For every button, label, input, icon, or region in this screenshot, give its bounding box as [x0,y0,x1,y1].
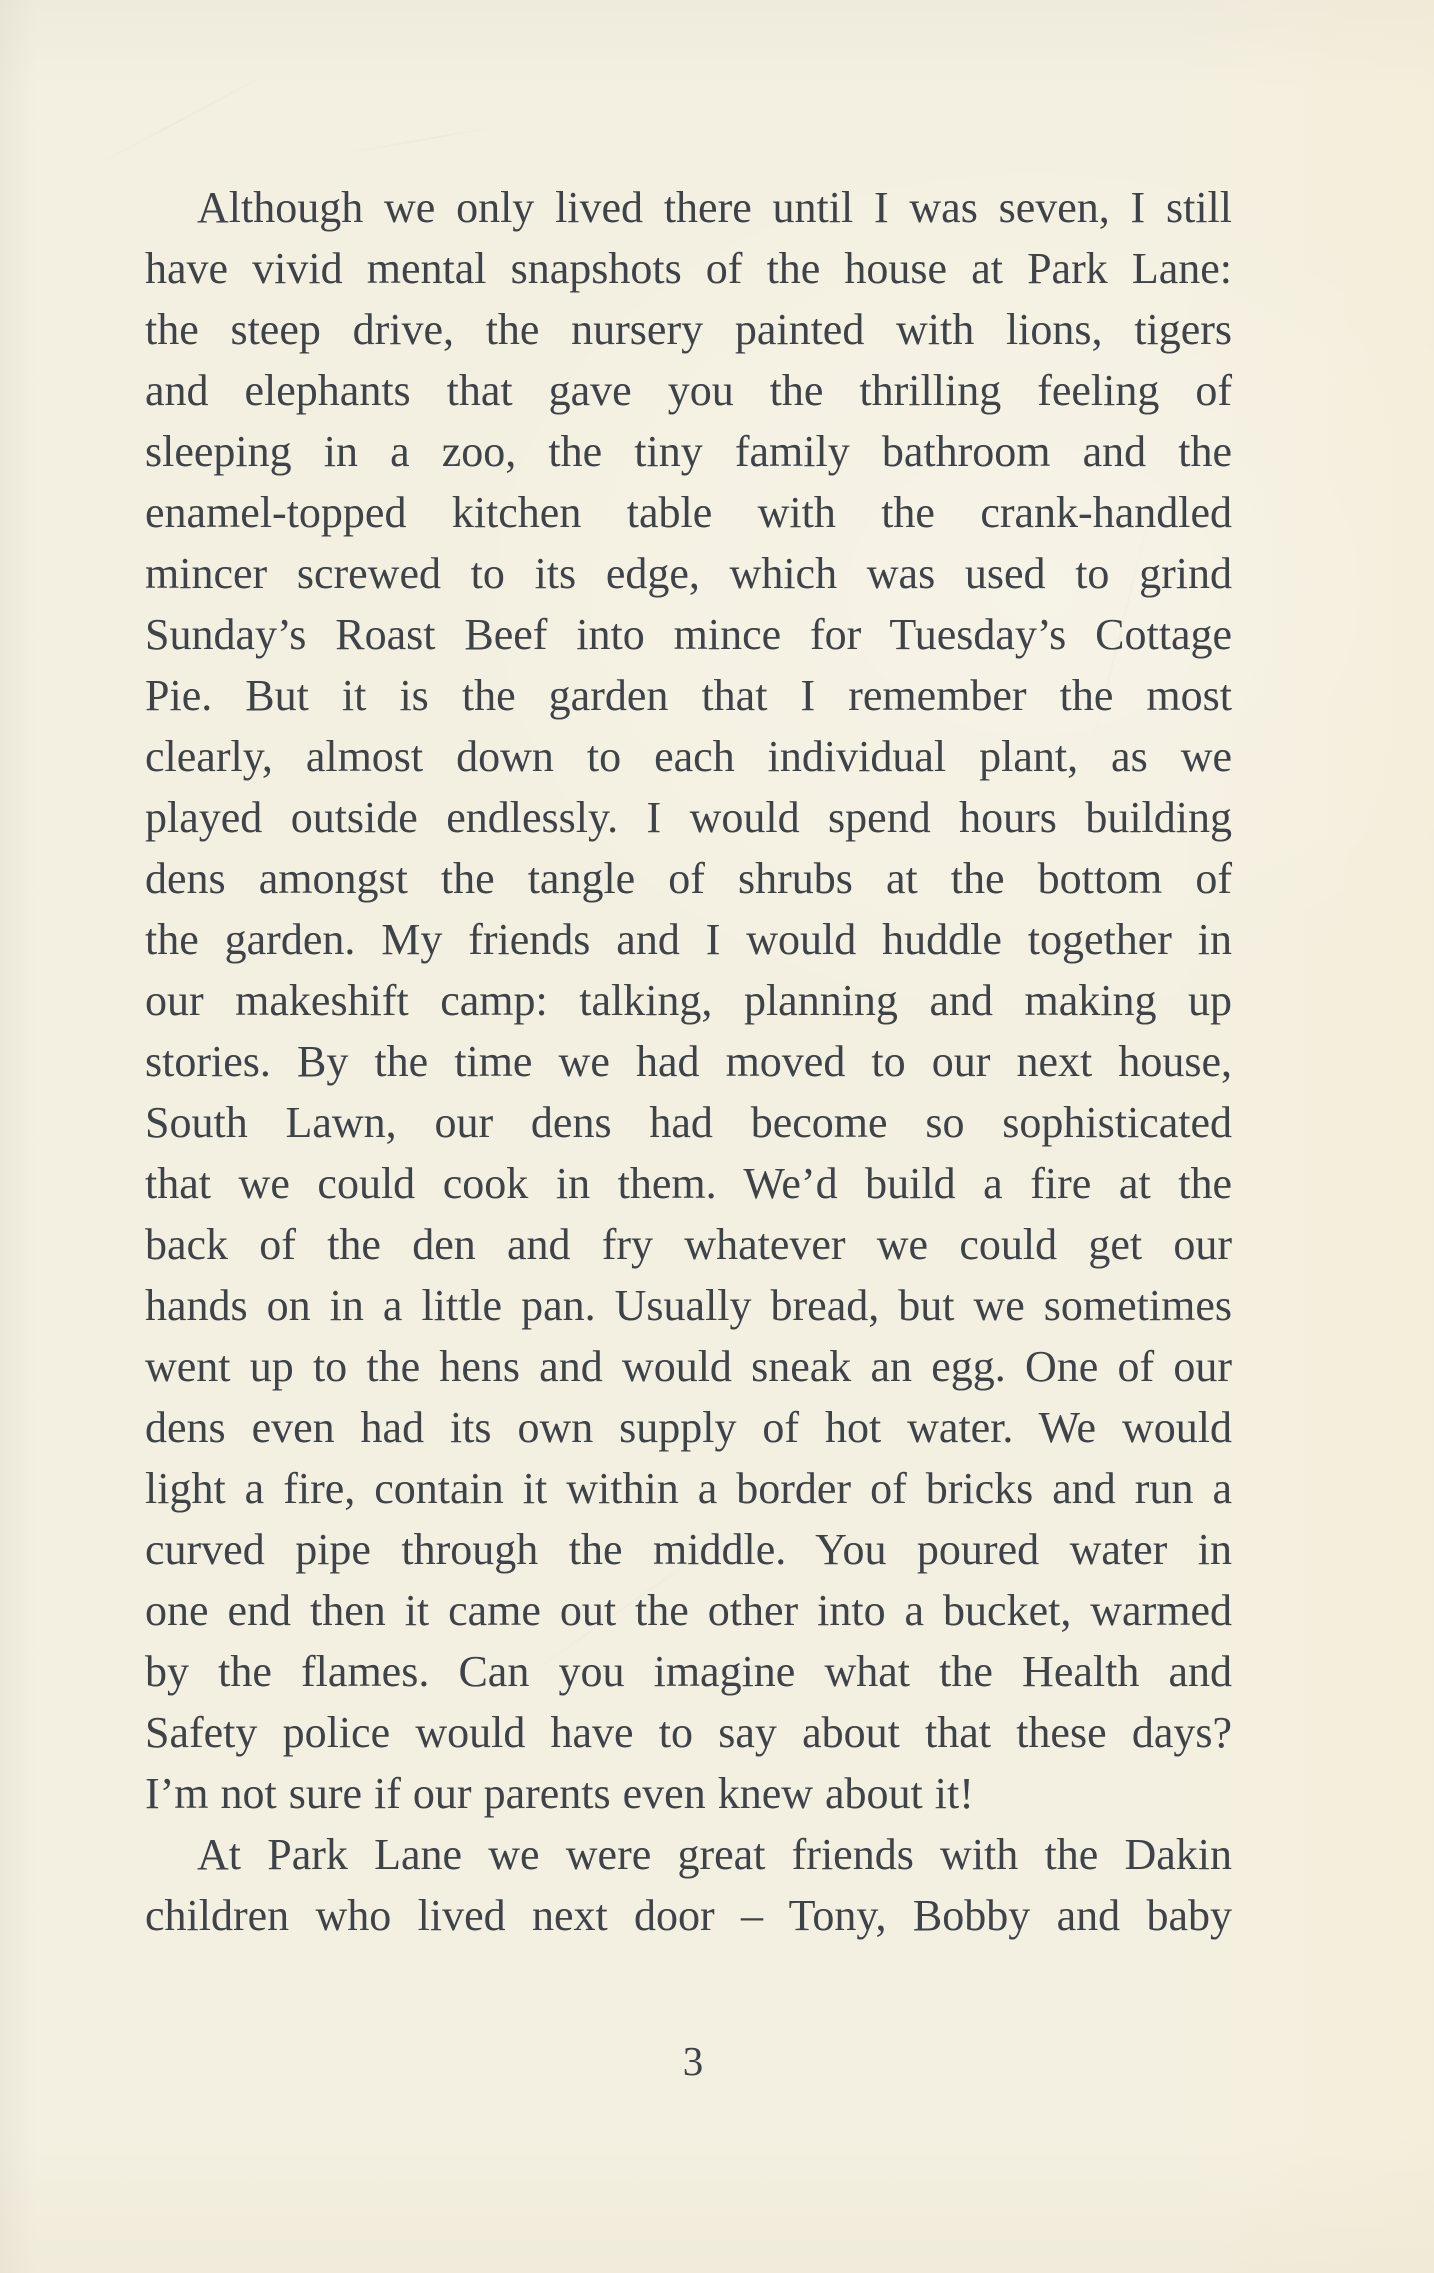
text-line: stories. By the time we had moved to our next house, [145,1037,1232,1086]
paper-crease [342,125,500,155]
text-line: clearly, almost down to each individual plant, as we [145,732,1232,781]
text-line: played outside endlessly. I would spend hours building [145,793,1232,842]
text-line: enamel-topped kitchen table with the crank-handled [145,488,1232,537]
text-line: one end then it came out the other into a bucket, warmed [145,1586,1232,1635]
text-line: curved pipe through the middle. You poured water in [145,1525,1232,1574]
text-line: have vivid mental snapshots of the house at Park Lane: [145,244,1232,293]
text-line: Pie. But it is the garden that I remember the most [145,671,1232,720]
text-line: I’m not sure if our parents even knew about it! [145,1769,974,1818]
text-line: At Park Lane we were great friends with the Dakin [197,1830,1232,1879]
text-line: Sunday’s Roast Beef into mince for Tuesday’s Cottage [145,610,1232,659]
text-block [145,177,1232,1946]
page-number: 3 [682,2038,704,2084]
text-line: hands on in a little pan. Usually bread, but we sometimes [145,1281,1232,1330]
text-line: the garden. My friends and I would huddle together in [145,915,1232,964]
text-line: went up to the hens and would sneak an egg. One of our [145,1342,1232,1391]
text-line: dens amongst the tangle of shrubs at the bottom of [145,854,1232,903]
text-line: sleeping in a zoo, the tiny family bathroom and the [145,427,1232,476]
text-line: back of the den and fry whatever we could get our [145,1220,1232,1269]
text-line: mincer screwed to its edge, which was used to grind [145,549,1232,598]
text-line: the steep drive, the nursery painted with lions, tigers [145,305,1232,354]
text-line: South Lawn, our dens had become so sophisticated [145,1098,1232,1147]
text-line: children who lived next door – Tony, Bobby and baby [145,1891,1232,1940]
text-line: our makeshift camp: talking, planning and making up [145,976,1232,1025]
text-line: that we could cook in them. We’d build a fire at the [145,1159,1232,1208]
text-line: by the flames. Can you imagine what the Health and [145,1647,1232,1696]
text-line: light a fire, contain it within a border of bricks and run a [145,1464,1232,1513]
text-line: and elephants that gave you the thrilling feeling of [145,366,1232,415]
text-line: Although we only lived there until I was seven, I still [197,183,1232,232]
paper-crease [83,67,278,172]
text-line: dens even had its own supply of hot water. We would [145,1403,1232,1452]
text-line: Safety police would have to say about that these days? [145,1708,1232,1757]
